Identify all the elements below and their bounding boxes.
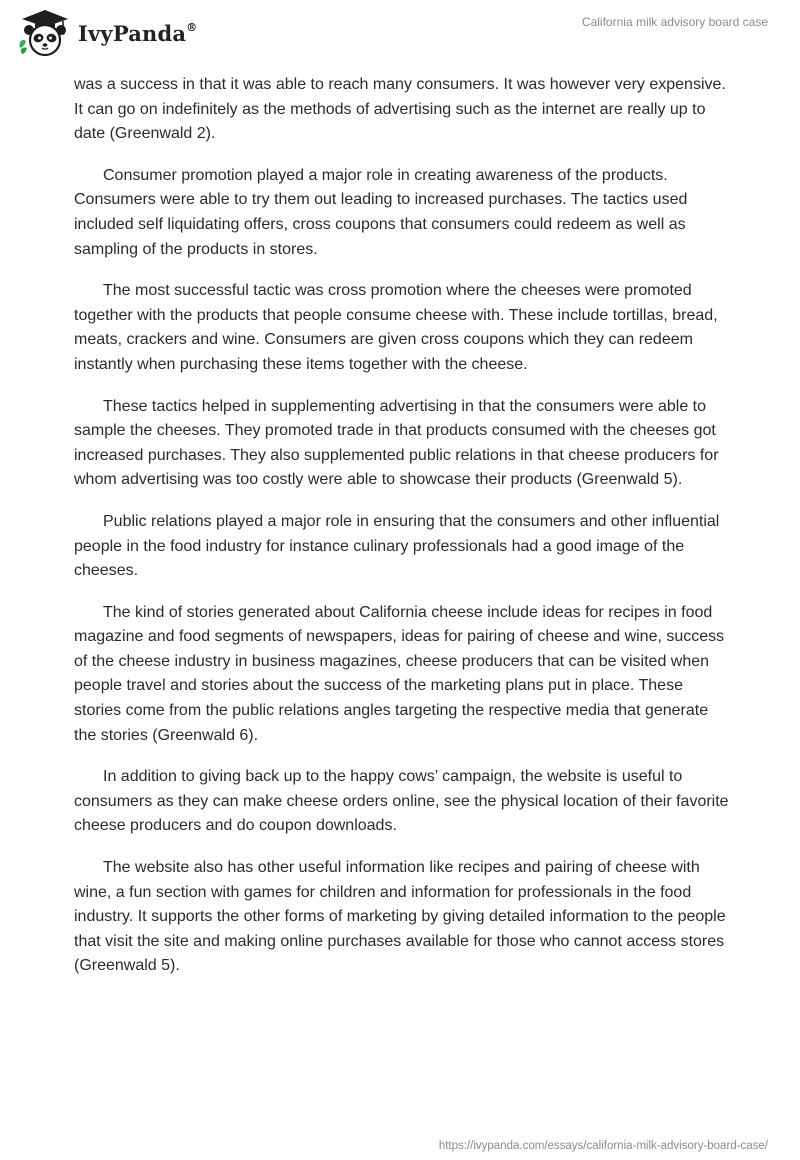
brand-name: IvyPanda® [78, 20, 198, 46]
paragraph: Public relations played a major role in ensuring that the consumers and other influential people in the food industry for instance culinary professionals had a good image of the cheeses. [74, 512, 720, 580]
source-url-link[interactable]: https://ivypanda.com/essays/california-milk-advisory-board-case/ [438, 1140, 768, 1152]
ivypanda-logo[interactable] [16, 8, 197, 58]
paragraph: The kind of stories generated about California cheese include ideas for recipes in food magazine and food segments of newspapers, ideas for pairing of cheese and wine, success of the cheese industry in business magazines, cheese producers that can be visited when people travel and stories about the success of the marketing plans put in place. These stories come from the public relations angles targeting the respective media that generate the stories (Greenwald 6). [74, 603, 725, 744]
page-header [0, 0, 800, 70]
registered-mark: ® [186, 20, 198, 34]
paragraph: was a success in that it was able to reach many consumers. It was however very expensive. It can go on indefinitely as the methods of advertising such as the internet are really up to date (Greenwald 2). [74, 76, 726, 143]
panda-graduate-icon [16, 8, 74, 58]
paragraph: The most successful tactic was cross promotion where the cheeses were promoted together with the products that people consume cheese with. These include tortillas, bread, meats, crackers and wine. Consumers are given cross coupons which they can redeem instantly when purchasing these items together with the cheese. [74, 282, 718, 373]
paragraph: In addition to giving back up to the happy cows’ campaign, the website is useful to consumers as they can make cheese orders online, see the physical location of their favorite cheese producers and do coupon downloads. [74, 768, 729, 835]
essay-body [74, 73, 734, 996]
paragraph: The website also has other useful information like recipes and pairing of cheese with wine, a fun section with games for children and information for professionals in the food industry. It supports the other forms of marketing by giving detailed information to the people that visit the site and making online purchases available for those who cannot access stores (Greenwald 5). [74, 859, 726, 975]
paragraph: Consumer promotion played a major role in creating awareness of the products. Consumers were able to try them out leading to increased purchases. The tactics used included self liquidating offers, cross coupons that consumers could redeem as well as sampling of the products in stores. [74, 166, 688, 258]
paragraph: These tactics helped in supplementing advertising in that the consumers were able to sample the cheeses. They promoted trade in that products consumed with the cheeses got increased purchases. They also supplemented public relations in that cheese producers for whom advertising was too costly were able to showcase their products (Greenwald 5). [74, 397, 719, 489]
document-title: California milk advisory board case [581, 15, 768, 29]
